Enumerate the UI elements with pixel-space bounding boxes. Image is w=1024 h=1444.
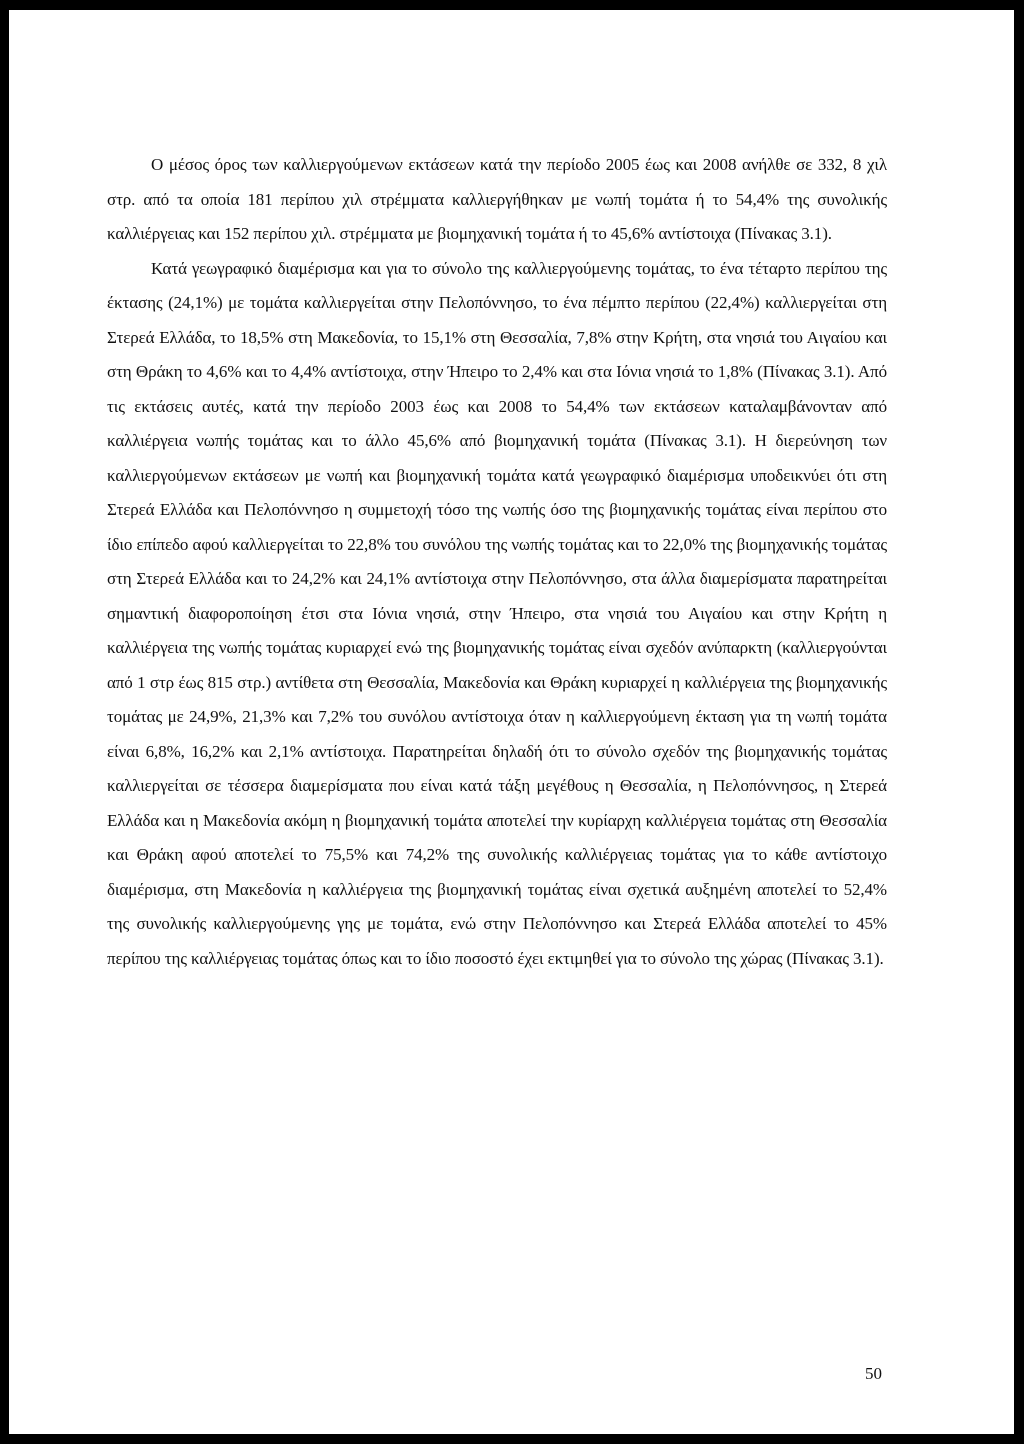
paragraph-1: Ο μέσος όρος των καλλιεργούμενων εκτάσεων κατά την περίοδο 2005 έως και 2008 ανήλθε σε 332, 8 χιλ στρ. από τα οποία 181 περίπου χιλ στρέμματα καλλιεργήθηκαν με νωπή τομάτα ή το 54,4% της συνολικής καλλιέργειας και 152 περίπου χιλ. στρέμματα με βιομηχανική τομάτα ή το 45,6% αντίστοιχα (Πίνακας 3.1).	[107, 155, 887, 243]
paragraph-2: Κατά γεωγραφικό διαμέρισμα και για το σύνολο της καλλιεργούμενης τομάτας, το ένα τέταρτο περίπου της έκτασης (24,1%) με τομάτα καλλιεργείται στην Πελοπόννησο, το ένα πέμπτο περίπου (22,4%) καλλιεργείται στη Στερεά Ελλάδα, το 18,5% στη Μακεδονία, το 15,1% στη Θεσσαλία, 7,8% στην Κρήτη, στα νησιά του Αιγαίου και στη Θράκη το 4,6% και το 4,4% αντίστοιχα, στην Ήπειρο το 2,4% και στα Ιόνια νησιά το 1,8% (Πίνακας 3.1). Από τις εκτάσεις αυτές, κατά την περίοδο 2003 έως και 2008 το 54,4% των εκτάσεων καταλαμβάνονταν από καλλιέργεια νωπής τομάτας και το άλλο 45,6% από βιομηχανική τομάτα (Πίνακας 3.1). Η διερεύνηση των καλλιεργούμενων εκτάσεων με νωπή και βιομηχανική τομάτα κατά γεωγραφικό διαμέρισμα υποδεικνύει ότι στη Στερεά Ελλάδα και Πελοπόννησο η συμμετοχή τόσο της νωπής όσο της βιομηχανικής τομάτας είναι περίπου στο ίδιο επίπεδο αφού καλλιεργείται το 22,8% του συνόλου της νωπής τομάτας και το 22,0% της βιομηχανικής τομάτας στη Στερεά Ελλάδα και το 24,2% και 24,1% αντίστοιχα στην Πελοπόννησο, στα άλλα διαμερίσματα παρατηρείται σημαντική διαφοροποίηση έτσι στα Ιόνια νησιά, στην Ήπειρο, στα νησιά του Αιγαίου και στην Κρήτη η καλλιέργεια της νωπής τομάτας κυριαρχεί ενώ της βιομηχανικής τομάτας είναι σχεδόν ανύπαρκτη (καλλιεργούνται από 1 στρ έως 815 στρ.) αντίθετα στη Θεσσαλία, Μακεδονία και Θράκη κυριαρχεί η καλλιέργεια της βιομηχανικής τομάτας με 24,9%, 21,3% και 7,2% του συνόλου αντίστοιχα όταν η καλλιεργούμενη έκταση για τη νωπή τομάτα είναι 6,8%, 16,2% και 2,1% αντίστοιχα. Παρατηρείται δηλαδή ότι το σύνολο σχεδόν της βιομηχανικής τομάτας καλλιεργείται σε τέσσερα διαμερίσματα που είναι κατά τάξη μεγέθους η Θεσσαλία, η Πελοπόννησος, η Στερεά Ελλάδα και η Μακεδονία ακόμη η βιομηχανική τομάτα αποτελεί την κυρίαρχη καλλιέργεια τομάτας στη Θεσσαλία και Θράκη αφού αποτελεί το 75,5% και 74,2% της συνολικής καλλιέργειας τομάτας για το κάθε αντίστοιχο διαμέρισμα, στη Μακεδονία η καλλιέργεια της βιομηχανική τομάτας είναι σχετικά αυξημένη αποτελεί το 52,4% της συνολικής καλλιεργούμενης γης με τομάτα, ενώ στην Πελοπόννησο και Στερεά Ελλάδα αποτελεί το 45% περίπου της καλλιέργειας τομάτας όπως και το ίδιο ποσοστό έχει εκτιμηθεί για το σύνολο της χώρας (Πίνακας 3.1).	[107, 258, 887, 968]
document-page	[9, 10, 1014, 1434]
body-text	[107, 148, 887, 976]
page-number: 50	[865, 1364, 882, 1383]
